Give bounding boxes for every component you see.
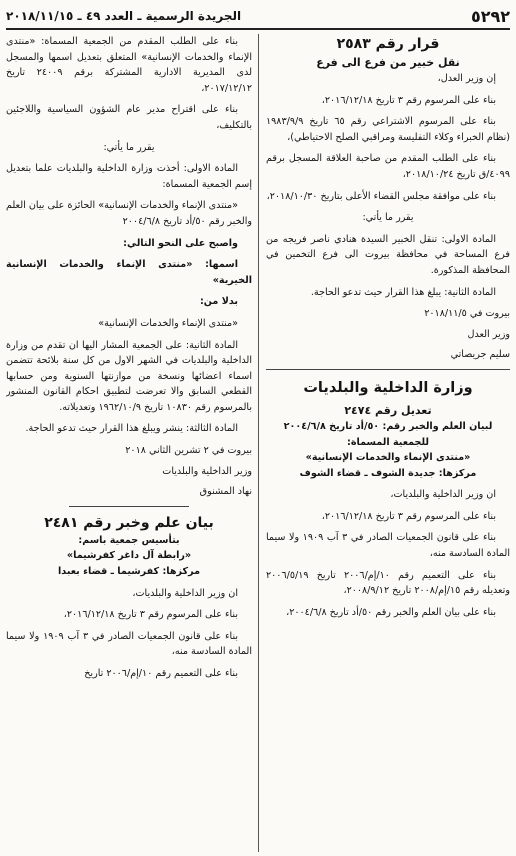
recital-b2: بناء على قانون الجمعيات الصادر في ٣ آب ١٩٠٩ ولا سيما المادة السادسة منه، xyxy=(266,532,510,560)
decree-title: قرار رقم ٢٥٨٣ xyxy=(336,36,440,52)
minister-intro: إن وزير العدل، xyxy=(437,73,496,84)
recital-c1: بناء على الطلب المقدم من الجمعية المسماة: «منتدى الإنماء والخدمات الإنسانية» المتعلق بتعديل اسمها والمسجل لدى المديرية الادارية المشتركة برقم ٢٤٠٠٩ تاريخ ٢٠١٧/١٢/١٢، xyxy=(6,36,252,94)
section-rule xyxy=(266,369,510,370)
recital-2: بناء على المرسوم الاشتراعي رقم ٦٥ تاريخ ١٩٨٣/٩/٩ (نظام الخبراء وكلاء التفليسة ومراقبي الصلح الاحتياطي)، xyxy=(266,116,510,143)
section-rule-2 xyxy=(69,506,189,507)
amendment-title: تعديل رقم ٢٤٧٤ xyxy=(344,403,432,417)
association-center: مركزها: جديدة الشوف ـ قضاء الشوف xyxy=(299,467,477,479)
old-name: «منتدى الإنماء والخدمات الإنسانية» xyxy=(98,317,238,329)
signer-title: وزير العدل xyxy=(467,328,510,340)
place-date: بيروت في ٢٠١٨/١١/٥ xyxy=(424,308,510,320)
association2-name: «رابطة آل داغر كفرشيما» xyxy=(66,550,192,562)
recital-b1: بناء على المرسوم رقم ٣ تاريخ ٢٠١٦/١٢/١٨، xyxy=(321,510,496,522)
decree-subject: نقل خبير من فرع الى فرع xyxy=(316,56,460,69)
recital-b3: بناء على التعميم رقم ١٠/إم/٢٠٠٦ تاريخ ٢٠٠٦/٥/١٩ وتعديله رقم ١٥/إم/٢٠٠٨ تاريخ ٢٠٠٨/٩/١٢، xyxy=(266,569,510,597)
column-divider xyxy=(258,34,259,852)
article-2: المادة الثانية: يبلغ هذا القرار حيث تدعو الحاجة. xyxy=(310,286,496,298)
decides-heading-2: يقرر ما يأتي: xyxy=(103,141,155,153)
article-1: المادة الاولى: تنقل الخبير السيدة هنادي ناصر فريجه من فرع المساحة في محافظة بيروت الى فرع التخمين في المحافظة المذكورة. xyxy=(266,233,510,276)
recital-b4: بناء على بيان العلم والخبر رقم ٥٠/أد تاريخ ٢٠٠٤/٦/٨، xyxy=(286,606,496,618)
notice-title: بيان علم وخبر رقم ٢٤٨١ xyxy=(44,514,214,531)
right-column xyxy=(266,34,510,856)
new-name: اسمها: «منتدى الإنماء والخدمات الإنسانية الخيرية» xyxy=(6,259,252,286)
recital-d1: بناء على المرسوم رقم ٣ تاريخ ٢٠١٦/١٢/١٨، xyxy=(63,609,238,621)
notice-subtitle: بتأسيس جمعية باسم: xyxy=(78,534,180,546)
recital-d2: بناء على قانون الجمعيات الصادر في ٣ آب ١٩٠٩ ولا سيما المادة السادسة منه، xyxy=(6,630,252,658)
association-name: «منتدى الإنماء والخدمات الإنسانية» xyxy=(305,452,471,464)
recital-3: بناء على الطلب المقدم من صاحبة العلاقة المسجل برقم ٤٠٩٩/ق تاريخ ٢٠١٨/١٠/٢٤، xyxy=(266,153,510,180)
recital-1: بناء على المرسوم رقم ٣ تاريخ ٢٠١٦/١٢/١٨، xyxy=(321,94,496,106)
article-c3: المادة الثالثة: ينشر ويبلغ هذا القرار حيث تدعو الحاجة. xyxy=(25,423,238,435)
association2-center: مركزها: كفرشيما ـ قضاء بعبدا xyxy=(57,566,201,578)
recital-c2: بناء على اقتراح مدير عام الشؤون السياسية واللاجئين بالتكليف، xyxy=(6,104,252,131)
became-label: واصبح على النحو التالي: xyxy=(123,237,238,249)
place-date-2: بيروت في ٢ تشرين الثاني ٢٠١٨ xyxy=(125,445,252,457)
decides-heading: يقرر ما يأتي: xyxy=(362,212,414,224)
gazette-issue-line: الجريدة الرسمية ـ العدد ٤٩ ـ ٢٠١٨/١١/١٥ xyxy=(6,9,242,23)
amendment-subtitle-1: لبيان العلم والخبر رقم: ٥٠/أد تاريخ ٢٠٠٤/٦/٨ xyxy=(283,420,493,432)
recital-d3: بناء على التعميم رقم ١٠/إم/٢٠٠٦ تاريخ xyxy=(84,668,238,679)
page-number: ٥٢٩٢ xyxy=(470,6,510,26)
article-c1: المادة الاولى: أخذت وزارة الداخلية والبلديات علما بتعديل إسم الجمعية المسماة: xyxy=(6,163,252,190)
article-c1-detail: «منتدى الإنماء والخدمات الإنسانية» الحائزة على بيان العلم والخبر رقم ٥٠/أد تاريخ ٢٠٠٤/٦/٨ xyxy=(6,200,252,227)
recital-4: بناء على موافقة مجلس القضاء الأعلى بتاريخ ٢٠١٨/١٠/٣٠، xyxy=(266,190,496,202)
minister-intro-3: ان وزير الداخلية والبلديات، xyxy=(132,587,238,599)
article-c2: المادة الثانية: على الجمعية المشار اليها ان تقدم من وزارة الداخلية والبلديات في الشهر الاول من كل سنة بلائحة تتضمن اسماء اعضائها ونسخة من موازنتها السنوية ومن حسابها القطعي السابق والا تعرضت لتطبيق احكام القانون المنشور بالمرسوم رقم ١٠٨٣٠ تاريخ ١٩٦٢/١٠/٩ وتعديلاته. xyxy=(6,339,252,413)
left-column xyxy=(6,34,252,856)
signer-name: سليم جريصاتي xyxy=(450,349,510,361)
signer-name-2: نهاد المشنوق xyxy=(199,486,252,498)
minister2-intro: ان وزير الداخلية والبلديات، xyxy=(390,489,496,501)
instead-label: بدلا من: xyxy=(199,296,238,308)
page-header xyxy=(6,4,510,30)
ministry-heading: وزارة الداخلية والبلديات xyxy=(303,379,473,396)
amendment-subtitle-2: للجمعية المسماة: xyxy=(347,436,429,448)
signer-title-2: وزير الداخلية والبلديات xyxy=(162,465,252,477)
